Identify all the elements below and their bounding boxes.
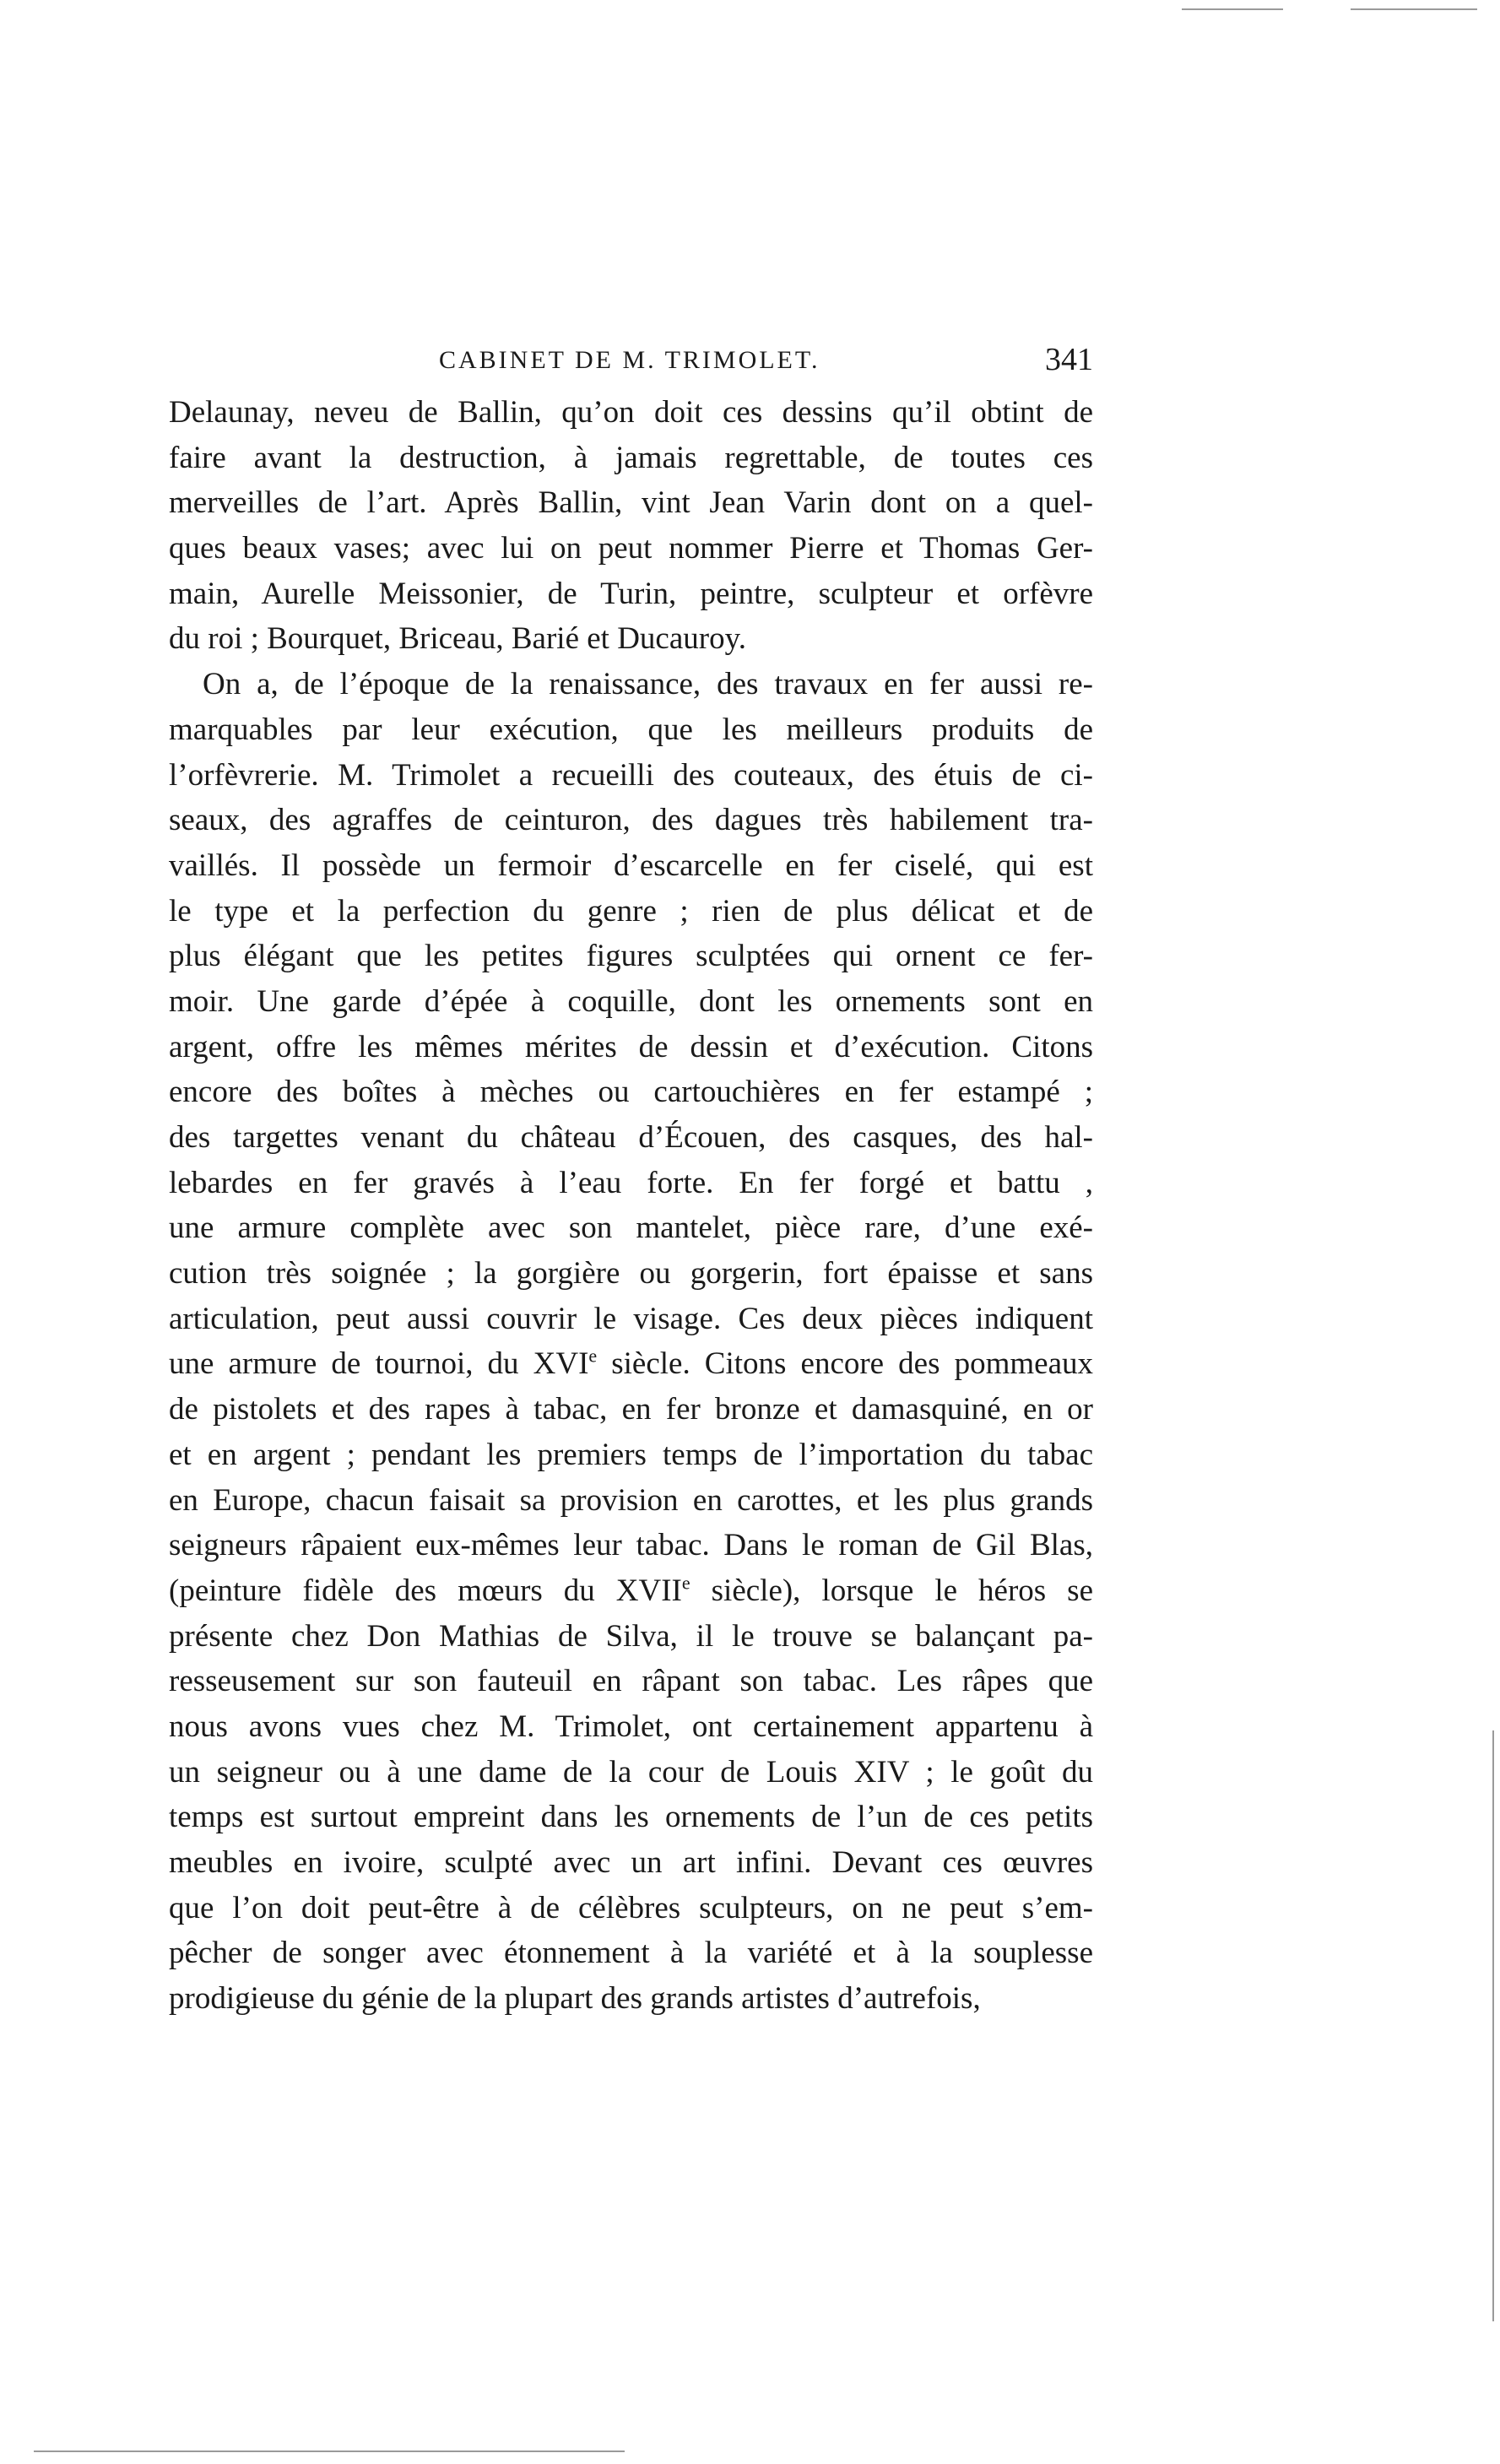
- text-line: main, Aurelle Meissonier, de Turin, peintre, sculpteur et orfèvre: [169, 576, 1093, 611]
- scan-mark-top: [1182, 8, 1283, 10]
- text-line: une armure de tournoi, du XVIe siècle. Citons encore des pommeaux: [169, 1346, 1093, 1382]
- text-line: resseusement sur son fauteuil en râpant son tabac. Les râpes que: [169, 1664, 1093, 1699]
- text-line: pêcher de songer avec étonnement à la variété et à la souplesse: [169, 1936, 1093, 1971]
- body-text: [169, 390, 1093, 2022]
- text-line: On a, de l’époque de la renaissance, des travaux en fer aussi re-: [203, 667, 1093, 702]
- page-number: 341: [1045, 342, 1093, 377]
- scan-mark-bottom: [34, 2450, 625, 2452]
- text-line: argent, offre les mêmes mérites de dessin et d’exécution. Citons: [169, 1029, 1093, 1064]
- text-line: temps est surtout empreint dans les ornements de l’un de ces petits: [169, 1800, 1093, 1835]
- text-line: seaux, des agraffes de ceinturon, des dagues très habilement tra-: [169, 803, 1093, 838]
- text-line: nous avons vues chez M. Trimolet, ont certainement appartenu à: [169, 1709, 1093, 1744]
- text-line: lebardes en fer gravés à l’eau forte. En fer forgé et battu ,: [169, 1165, 1093, 1200]
- scan-mark-right: [1492, 1730, 1494, 2321]
- text-line: présente chez Don Mathias de Silva, il le trouve se balançant pa-: [169, 1618, 1093, 1654]
- text-line: et en argent ; pendant les premiers temps de l’importation du tabac: [169, 1437, 1093, 1472]
- text-line: seigneurs râpaient eux-mêmes leur tabac. Dans le roman de Gil Blas,: [169, 1528, 1093, 1563]
- text-line: merveilles de l’art. Après Ballin, vint Jean Varin dont on a quel-: [169, 485, 1093, 521]
- text-line: vaillés. Il possède un fermoir d’escarcelle en fer ciselé, qui est: [169, 848, 1093, 883]
- text-line: en Europe, chacun faisait sa provision en carottes, et les plus grands: [169, 1482, 1093, 1518]
- text-line: que l’on doit peut-être à de célèbres sculpteurs, on ne peut s’em-: [169, 1890, 1093, 1925]
- scan-mark-top: [1351, 8, 1477, 10]
- text-line: moir. Une garde d’épée à coquille, dont les ornements sont en: [169, 983, 1093, 1019]
- text-line: ques beaux vases; avec lui on peut nommer Pierre et Thomas Ger-: [169, 531, 1093, 566]
- text-line: (peinture fidèle des mœurs du XVIIe siècle), lorsque le héros se: [169, 1572, 1093, 1608]
- text-line: prodigieuse du génie de la plupart des grands artistes d’autrefois,: [169, 1981, 981, 2017]
- text-line: encore des boîtes à mèches ou cartouchières en fer estampé ;: [169, 1075, 1093, 1110]
- text-line: le type et la perfection du genre ; rien de plus délicat et de: [169, 893, 1093, 929]
- text-line: Delaunay, neveu de Ballin, qu’on doit ces dessins qu’il obtint de: [169, 395, 1093, 430]
- text-line: des targettes venant du château d’Écouen, des casques, des hal-: [169, 1120, 1093, 1155]
- text-line: marquables par leur exécution, que les meilleurs produits de: [169, 712, 1093, 747]
- text-line: du roi ; Bourquet, Briceau, Barié et Ducauroy.: [169, 621, 746, 657]
- text-line: de pistolets et des rapes à tabac, en fer bronze et damasquiné, en or: [169, 1392, 1093, 1427]
- text-line: meubles en ivoire, sculpté avec un art infini. Devant ces œuvres: [169, 1845, 1093, 1880]
- running-head: [169, 341, 1093, 383]
- text-line: une armure complète avec son mantelet, pièce rare, d’une exé-: [169, 1210, 1093, 1246]
- text-line: articulation, peut aussi couvrir le visage. Ces deux pièces indiquent: [169, 1301, 1093, 1336]
- text-line: cution très soignée ; la gorgière ou gorgerin, fort épaisse et sans: [169, 1256, 1093, 1292]
- text-line: l’orfèvrerie. M. Trimolet a recueilli des couteaux, des étuis de ci-: [169, 757, 1093, 793]
- text-line: un seigneur ou à une dame de la cour de Louis XIV ; le goût du: [169, 1754, 1093, 1790]
- text-line: faire avant la destruction, à jamais regrettable, de toutes ces: [169, 440, 1093, 475]
- running-title: CABINET DE M. TRIMOLET.: [439, 346, 820, 374]
- text-line: plus élégant que les petites figures sculptées qui ornent ce fer-: [169, 939, 1093, 974]
